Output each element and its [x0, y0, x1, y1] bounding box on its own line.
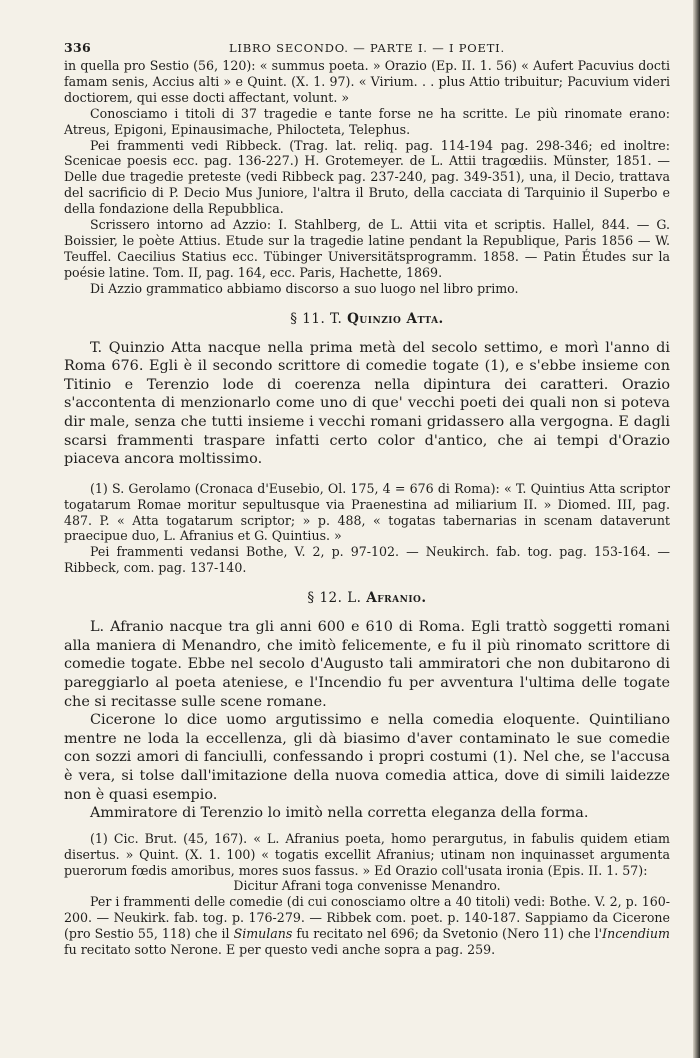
- page-edge-shadow: [693, 0, 700, 1058]
- footnote-text: fu recitato nel 696; da Svetonio (Nero 11) che l': [296, 926, 603, 942]
- section-11-footnotes: [64, 481, 670, 576]
- attius-notes: [64, 58, 670, 297]
- body-paragraph: Cicerone lo dice uomo argutissimo e nella comedia eloquente. Quintiliano mentre ne loda la eccellenza, gli dà biasimo d'aver contaminato le sue comedie con sozzi amori di fanciulli, confessando i propri costumi (1). Nel che, se l'accusa è vera, si tolse dall'imitazione della nuova comedia attica, dove di simili laidezze non è quasi esempio.: [64, 712, 670, 803]
- note-paragraph: in quella pro Sestio (56, 120): « summus poeta. » Orazio (Ep. II. 1. 56) « Aufert Pacuvius docti famam senis, Accius alti » e Quint. (X. 1. 97). « Virium. . . plus Attio tribuitur; Pacuvium videri doctiorem, qui esse docti affectant, volunt. »: [64, 58, 670, 105]
- section-title: Afranio.: [366, 590, 427, 607]
- body-paragraph: T. Quinzio Atta nacque nella prima metà del secolo settimo, e morì l'anno di Roma 676. Egli è il secondo scrittore di comedie togate (1), e s'ebbe insieme con Titinio e Terenzio lode di coerenza nella dipintura dei caratteri. Orazio s'accontenta di menzionarlo come uno di que' vecchi poeti dei quali non si poteva dir male, senza che tutti insieme i vecchi romani gridassero alla vergogna. E dagli scarsi frammenti traspare infatti certo color d'antico, che ai tempi d'Orazio piaceva ancora moltissimo.: [64, 339, 670, 468]
- footnote: (1) S. Gerolamo (Cronaca d'Eusebio, Ol. 175, 4 = 676 di Roma): « T. Quintius Atta scriptor togatarum Romae moritur sepultusque via Praenestina ad miliarium II. » Diomed. III, pag. 487. P. « Atta togatarum scriptor; » p. 488, « togatas tabernarias in scenam dataverunt praecipue duo, L. Afranius et G. Quintius. »: [64, 480, 670, 544]
- section-heading-12: [64, 590, 670, 606]
- footnote-quote: Dicitur Afrani toga convenisse Menandro.: [233, 878, 501, 894]
- section-heading-11: [64, 311, 670, 327]
- note-paragraph: Scrissero intorno ad Azzio: I. Stahlberg, de L. Attii vita et scriptis. Hallel, 844. — G. Boissier, le poète Attius. Etude sur la tragedie latine pendant la Republique, Paris 1856 — W. Teuffel. Caecilius Statius ecc. Tübinger Universitätsprogramm. 1858. — Patin Études sur la poésie latine. Tom. II, pag. 164, ecc. Paris, Hachette, 1869.: [64, 217, 670, 280]
- section-title: Quinzio Atta.: [347, 310, 444, 327]
- spacer: [64, 823, 670, 831]
- section-12-body: [64, 618, 670, 823]
- section-12-footnotes: [64, 831, 670, 958]
- page-number: 336: [64, 40, 91, 55]
- running-header: [64, 40, 670, 58]
- footnote: (1) Cic. Brut. (45, 167). « L. Afranius poeta, homo perargutus, in fabulis quidem etiam disertus. » Quint. (X. 1. 100) « togatis excellit Afranius; utinam non inquinasset argumenta puerorum fœdis amoribus, mores suos fassus. » Ed Orazio coll'usata ironia (Epis. II. 1. 57):: [64, 830, 670, 878]
- note-paragraph: Di Azzio grammatico abbiamo discorso a suo luogo nel libro primo.: [90, 280, 519, 296]
- footnote-text: fu recitato sotto Nerone. E per questo vedi anche sopra a pag. 259.: [64, 942, 496, 958]
- title-simulans: Simulans: [233, 926, 293, 942]
- footnote: Pei frammenti vedansi Bothe, V. 2, p. 97-102. — Neukirch. fab. tog. pag. 153-164. — Ribbeck, com. pag. 137-140.: [64, 544, 670, 576]
- section-11-body: [64, 339, 670, 469]
- title-incendium: Incendium: [602, 926, 670, 942]
- section-number: § 12. L.: [307, 590, 362, 607]
- note-paragraph: Pei frammenti vedi Ribbeck. (Trag. lat. reliq. pag. 114-194 pag. 298-346; ed inoltre: Scenicae poesis ecc. pag. 136-227.) H. Grotemeyer. de L. Attii tragœdiis. Münster, 1851. — Delle due tragedie preteste (vedi Ribbeck pag. 237-240, pag. 349-351), una, il Decio, trattava del sacrificio di P. Decio Mus Juniore, l'altra il Bruto, della cacciata di Tarquinio il Superbo e della fondazione della Repubblica.: [64, 137, 670, 217]
- footnote: [64, 894, 670, 958]
- body-paragraph: L. Afranio nacque tra gli anni 600 e 610 di Roma. Egli trattò soggetti romani alla maniera di Menandro, che imitò felicemente, e fu il più rinomato scrittore di comedie togate. Ebbe nel secolo d'Augusto tali ammiratori che non dubitarono di pareggiarlo al poeta ateniese, e l'Incendio fu per avventura l'ultima delle togate che si recitasse sulle scene romane.: [64, 619, 670, 710]
- note-paragraph: Conosciamo i titoli di 37 tragedie e tante forse ne ha scritte. Le più rinomate erano: Atreus, Epigoni, Epinausimache, Philocteta, Telephus.: [64, 105, 670, 137]
- body-paragraph: Ammiratore di Terenzio lo imitò nella corretta eleganza della forma.: [90, 805, 589, 822]
- running-title: LIBRO SECONDO. — PARTE I. — I POETI.: [229, 41, 505, 55]
- section-number: § 11. T.: [290, 310, 343, 327]
- footnote-text: Per i frammenti delle comedie (di cui conosciamo oltre a 40 titoli) vedi: Bothe. V. 2, p. 160-200. — Neukirk. fab. tog. p. 176-279. — Ribbek com. poet. p. 140-187. Sappiamo da Cicerone (pro Sestio 55, 118) che il: [64, 894, 670, 942]
- spacer: [64, 469, 670, 481]
